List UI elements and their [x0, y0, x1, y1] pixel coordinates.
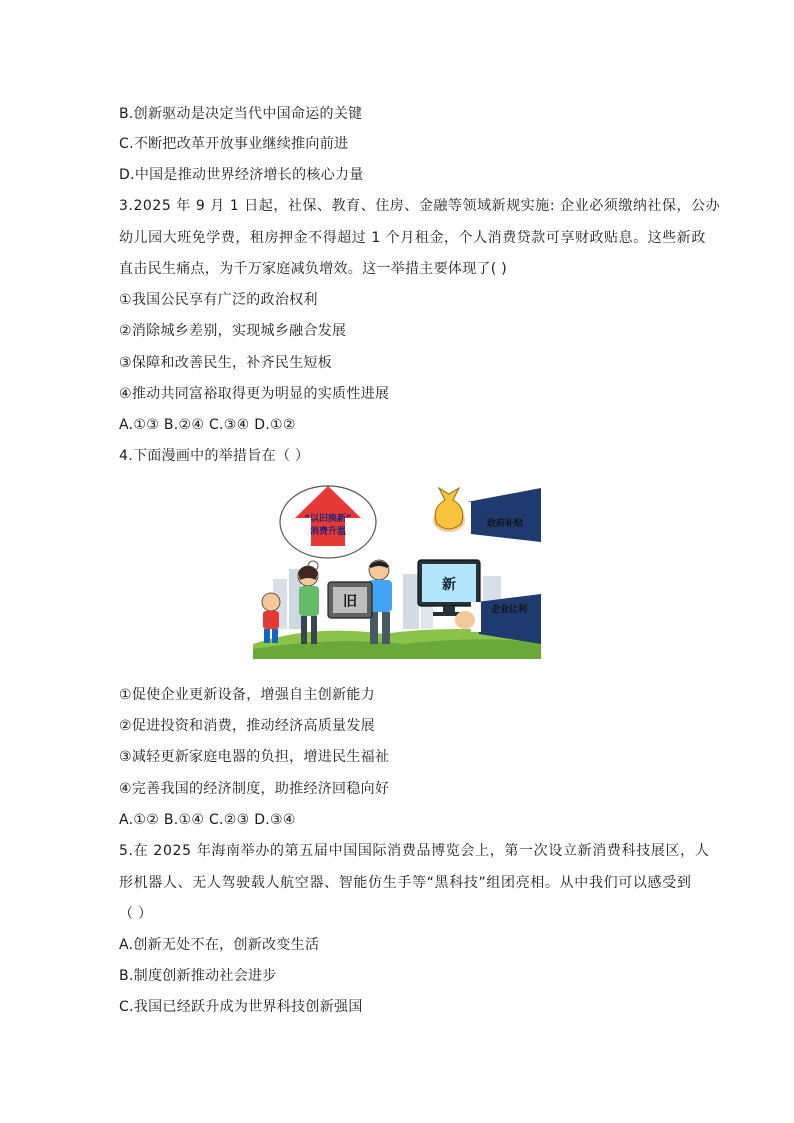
question-3-stem-line3: 直击民生痛点，为千万家庭减负增效。这一举措主要体现了( ) — [119, 261, 508, 277]
question-3-statement-1: ①我国公民享有广泛的政治权利 — [119, 292, 318, 308]
option-c-previous: C.不断把改革开放事业继续推向前进 — [119, 136, 349, 152]
question-4-stem: 4.下面漫画中的举措旨在（ ） — [119, 448, 310, 464]
question-5-option-b: B.制度创新推动社会进步 — [119, 968, 277, 984]
child-figure — [262, 593, 280, 643]
question-4-statement-4: ④完善我国的经济制度，助推经济回稳向好 — [119, 781, 390, 797]
question-5-stem-line1: 5.在 2025 年海南举办的第五届中国国际消费品博览会上，第一次设立新消费科技展区，人 — [119, 843, 710, 859]
bubble-text-1: “以旧换新” — [304, 514, 352, 524]
question-3-answer-choices: A.①③ B.②④ C.③④ D.①② — [119, 417, 296, 433]
question-5-stem-line2: 形机器人、无人驾驶载人航空器、智能仿生手等“黑科技”组团亮相。从中我们可以感受到 — [119, 875, 692, 891]
question-4-statement-2: ②促进投资和消费，推动经济高质量发展 — [119, 718, 375, 734]
old-tv — [328, 582, 372, 618]
question-5-stem-line3: （ ） — [119, 906, 153, 922]
discount-label: 企业让利 — [490, 605, 528, 615]
trade-in-comic-illustration — [253, 484, 541, 659]
question-3-statement-2: ②消除城乡差别，实现城乡融合发展 — [119, 323, 347, 339]
question-4-statement-1: ①促使企业更新设备，增强自主创新能力 — [119, 687, 375, 703]
subsidy-label: 政府补贴 — [486, 519, 524, 529]
question-5-option-a: A.创新无处不在，创新改变生活 — [119, 937, 320, 953]
thought-bubble — [280, 486, 376, 580]
question-3-statement-3: ③保障和改善民生，补齐民生短板 — [119, 355, 333, 371]
old-tv-label: 旧 — [343, 594, 357, 610]
question-5-option-c: C.我国已经跃升成为世界科技创新强国 — [119, 999, 363, 1015]
new-tv-label: 新 — [442, 577, 456, 593]
money-bag-icon — [435, 488, 463, 529]
question-3-stem-line2: 幼儿园大班免学费，租房押金不得超过 1 个月租金，个人消费贷款可享财政贴息。这些新政 — [119, 230, 706, 246]
option-b-previous: B.创新驱动是决定当代中国命运的关键 — [119, 106, 363, 122]
option-d-previous: D.中国是推动世界经济增长的核心力量 — [119, 167, 364, 183]
question-3-statement-4: ④推动共同富裕取得更为明显的实质性进展 — [119, 386, 390, 402]
question-4-answer-choices: A.①② B.①④ C.②③ D.③④ — [119, 812, 296, 828]
question-4-statement-3: ③减轻更新家庭电器的负担，增进民生福祉 — [119, 749, 390, 765]
question-3-stem-line1: 3.2025 年 9 月 1 日起，社保、教育、住房、金融等领域新规实施: 企业必须缴纳社保，公办 — [119, 198, 721, 214]
government-arm — [433, 488, 541, 542]
bubble-text-2: 消费升温 — [309, 527, 347, 537]
